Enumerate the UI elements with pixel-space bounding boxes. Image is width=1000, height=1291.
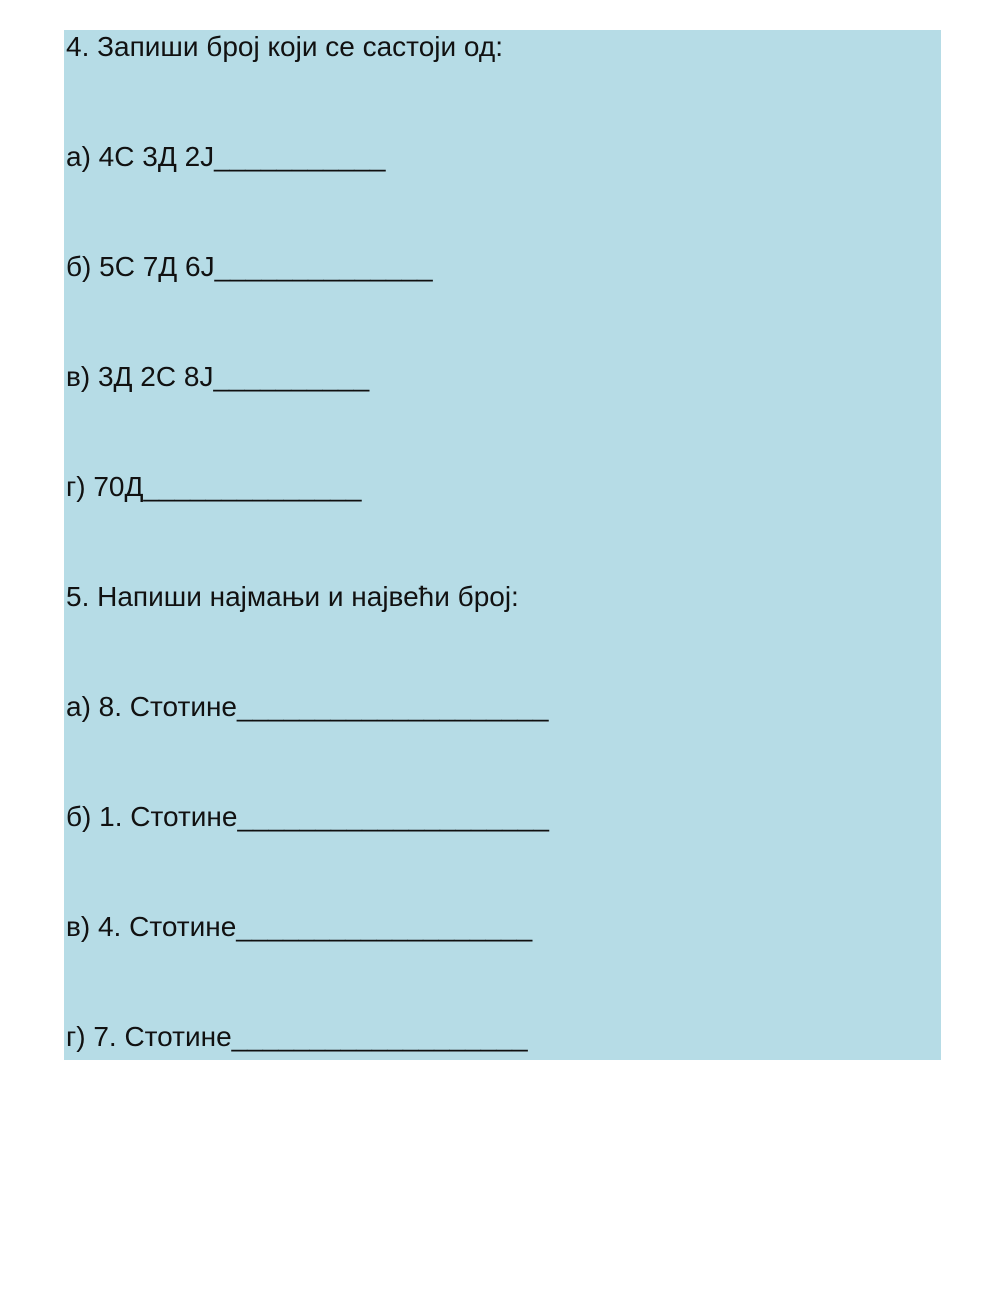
task5-item-c-label: в) 4. Стотине bbox=[66, 911, 237, 942]
task5-item-d bbox=[66, 1020, 528, 1054]
task5-item-a-label: а) 8. Стотине bbox=[66, 691, 237, 722]
task5-item-d-label: г) 7. Стотине bbox=[66, 1021, 232, 1052]
task5-item-a-answer-blank[interactable]: ____________________ bbox=[237, 691, 549, 722]
task5-item-b bbox=[66, 800, 549, 834]
task5-heading: 5. Напиши најмањи и највећи број: bbox=[66, 581, 519, 612]
worksheet-panel bbox=[64, 30, 941, 1060]
task5-item-c bbox=[66, 910, 532, 944]
task5-item-d-answer-blank[interactable]: ___________________ bbox=[231, 1021, 528, 1052]
task5-item-b-answer-blank[interactable]: ____________________ bbox=[237, 801, 549, 832]
task5-item-a bbox=[66, 690, 548, 724]
task4-heading: 4. Запиши број који се састоји од: bbox=[66, 31, 503, 62]
task4-item-c-answer-blank[interactable]: __________ bbox=[213, 361, 370, 392]
task4-item-c bbox=[66, 360, 369, 394]
task4-item-a-answer-blank[interactable]: ___________ bbox=[214, 141, 386, 172]
task4-item-b bbox=[66, 250, 433, 284]
task4-item-d-answer-blank[interactable]: ______________ bbox=[143, 471, 362, 502]
task4-item-c-label: в) 3Д 2С 8Ј bbox=[66, 361, 214, 392]
task4-item-d bbox=[66, 470, 361, 504]
task4-item-a bbox=[66, 140, 385, 174]
task5-item-b-label: б) 1. Стотине bbox=[66, 801, 238, 832]
task5-item-c-answer-blank[interactable]: ___________________ bbox=[236, 911, 533, 942]
task4-item-b-answer-blank[interactable]: ______________ bbox=[214, 251, 433, 282]
task4-item-b-label: б) 5С 7Д 6Ј bbox=[66, 251, 215, 282]
task4-item-d-label: г) 70Д bbox=[66, 471, 144, 502]
task4-item-a-label: а) 4С 3Д 2Ј bbox=[66, 141, 215, 172]
